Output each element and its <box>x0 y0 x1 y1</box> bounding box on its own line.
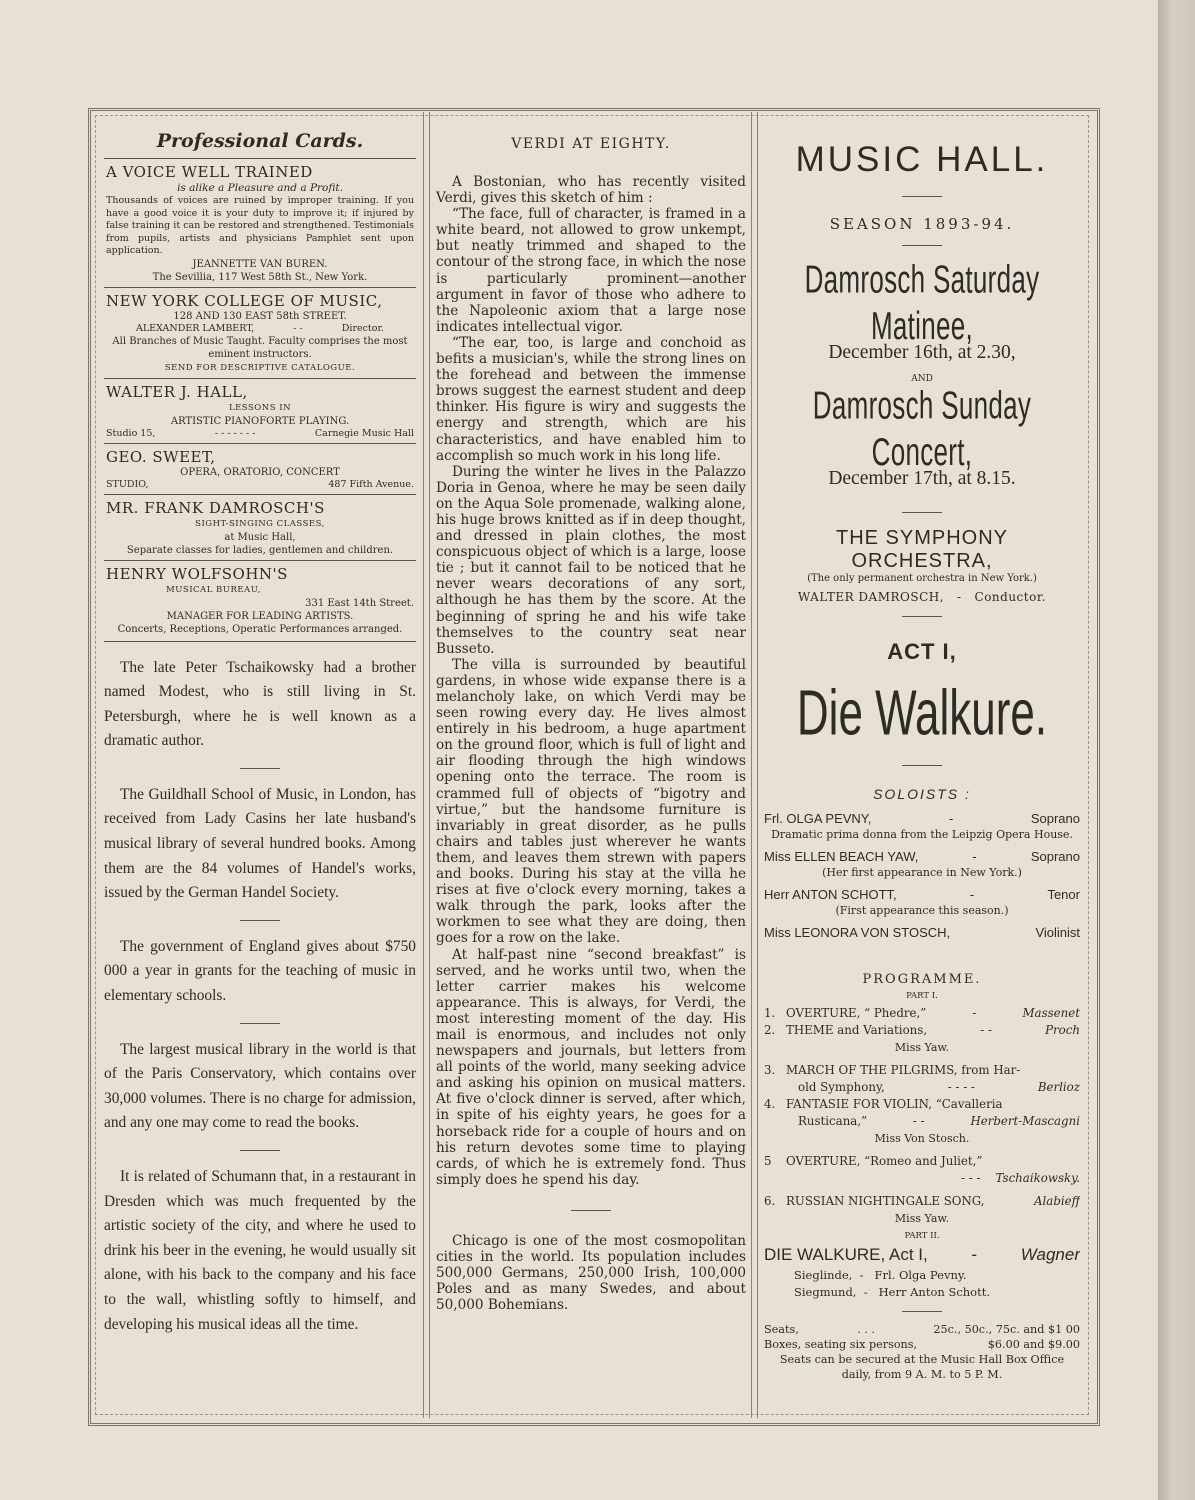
card-title: WALTER J. HALL, <box>106 382 248 401</box>
soloist-name: Miss ELLEN BEACH YAW, <box>764 849 919 864</box>
seats-label: Seats, <box>764 1323 799 1336</box>
card-bureau: MUSICAL BUREAU, <box>166 584 261 595</box>
card-voice <box>104 158 416 287</box>
right-column <box>764 118 1080 1408</box>
binding-edge <box>1158 0 1195 1500</box>
card-damrosch <box>104 494 416 560</box>
cast-singer: Frl. Olga Pevny. <box>874 1268 967 1282</box>
news-items <box>104 656 416 1338</box>
soloist-voice: Soprano <box>1030 849 1080 864</box>
article-paragraph: During the winter he lives in the Palazzo Doria in Genoa, where he may be seen daily on the Aqua Sole promenade, walking alone, his huge brows knitted as if in deep thought, and dressed in plain clothes, the most conspicuous object of which is a large, loose tie ; but it cannot fail to be noticed that he never wears decorations of any sort, although he has them by the score. At the beginning of spring he and his wife take themselves to the country seat near Busseto. <box>436 463 746 657</box>
soloist-note: (Her first appearance in New York.) <box>822 866 1022 879</box>
soloist-note: (First appearance this season.) <box>835 904 1009 917</box>
card-where: at Music Hall, <box>224 531 296 543</box>
item-performer: Miss Yaw. <box>894 1212 950 1225</box>
article-paragraph: At half-past nine “second breakfast” is served, and he works until two, when the letter carrier makes his welcome appearance. This is always, for Verdi, the most interesting moment of the day. His mail is enormous, and includes not only newspapers and journals, but letters from all points of the world, many seeking advice and asking his opinion on musical matters. At five o'clock dinner is served, after which, in spite of his eighty years, he goes for a horseback ride for a couple of hours and on his return devotes some time to playing cards, of which he is extremely fond. Thus simply does he spend his day. <box>436 946 746 1188</box>
item-number: 6. <box>764 1194 776 1208</box>
item-title: FANTASIE FOR VIOLIN, “Cavalleria <box>786 1097 1003 1111</box>
program-item-cont: old Symphony, - - - - Berlioz <box>798 1080 1080 1094</box>
orchestra-note: (The only permanent orchestra in New York.) <box>807 573 1037 584</box>
cast-row: Siegmund, - Herr Anton Schott. <box>794 1285 990 1299</box>
card-body: Concerts, Receptions, Operatic Performances arranged. <box>117 623 403 635</box>
conductor: WALTER DAMROSCH, - Conductor. <box>797 590 1047 604</box>
program-item: 1. OVERTURE, “ Phedre,” - Massenet <box>764 1006 1080 1020</box>
divider <box>902 245 942 246</box>
card-title: A VOICE WELL TRAINED <box>106 163 313 181</box>
program-item-cont: Rusticana,” - - Herbert-Mascagni <box>798 1114 1080 1128</box>
season: SEASON 1893-94. <box>829 215 1015 233</box>
news-paragraph: The late Peter Tschaikowsky had a brother named Modest, who is still living in St. Petersburgh, where he is well known as a dramatic author. <box>104 658 416 750</box>
part-two-label: PART II. <box>904 1231 940 1241</box>
soloist-voice: Soprano <box>1030 811 1080 826</box>
director-role: Director. <box>341 322 384 334</box>
divider <box>902 616 942 617</box>
venue-title: MUSIC HALL. <box>795 140 1049 179</box>
divider <box>902 765 942 766</box>
soloist-row <box>764 924 1080 942</box>
column-rule <box>423 112 430 1418</box>
item-title: MARCH OF THE PILGRIMS, from Har- <box>786 1063 1021 1077</box>
card-address: The Sevillia, 117 West 58th St., New York. <box>152 271 368 283</box>
item-number: 1. <box>764 1006 776 1020</box>
part-one-label: PART I. <box>906 991 938 1001</box>
item-performer: Miss Yaw. <box>894 1041 950 1054</box>
card-sweet <box>104 443 416 494</box>
card-lessons: LESSONS IN <box>228 402 292 413</box>
cast-role: Siegmund, <box>794 1285 857 1299</box>
card-body: All Branches of Music Taught. Faculty comprises the most eminent instructors. <box>112 335 408 360</box>
card-name: JEANNETTE VAN BUREN. <box>192 258 328 270</box>
director-name: ALEXANDER LAMBERT, <box>136 322 255 334</box>
ticket-info: Seats, . . . 25c., 50c., 75c. and $1 00 Boxes, seating six persons, $6.00 and $9.00 Seats can be secured at the Music Hall Box Office daily, from 9 A. M. to 5 P. M. <box>764 1323 1080 1381</box>
article-title: VERDI AT EIGHTY. <box>511 136 671 152</box>
soloists-heading: SOLOISTS : <box>873 786 971 802</box>
studio-label: STUDIO, <box>106 478 149 490</box>
studio-address: 487 Fifth Avenue. <box>328 478 414 490</box>
item-composer: Massenet <box>1022 1006 1080 1020</box>
box-office: Seats can be secured at the Music Hall Box Office daily, from 9 A. M. to 5 P. M. <box>779 1353 1065 1381</box>
card-title: GEO. SWEET, <box>106 447 216 466</box>
divider <box>902 196 942 197</box>
studio-label: Studio 15, <box>106 427 156 439</box>
card-studio <box>106 479 414 491</box>
soloist-name: Miss LEONORA VON STOSCH, <box>764 925 951 940</box>
item-title: THEME and Variations, <box>786 1023 928 1037</box>
item-composer: Tschaikowsky. <box>995 1171 1080 1185</box>
walkure-line: DIE WALKURE, Act I, - Wagner <box>764 1245 1080 1264</box>
matinee-title: Damrosch Saturday Matinee, <box>804 256 1040 348</box>
item-number: 4. <box>764 1097 776 1111</box>
item-composer: Herbert-Mascagni <box>970 1114 1080 1128</box>
middle-column <box>436 118 746 1408</box>
card-title: HENRY WOLFSOHN'S <box>106 564 288 583</box>
concert-date: December 17th, at 8.15. <box>828 468 1016 489</box>
programme-heading: PROGRAMME. <box>862 972 982 987</box>
card-manager: MANAGER FOR LEADING ARTISTS. <box>166 610 354 622</box>
cast-singer: Herr Anton Schott. <box>878 1285 990 1299</box>
item-composer: Berlioz <box>1037 1080 1080 1094</box>
card-hall <box>104 378 416 443</box>
program-item <box>764 1193 1080 1210</box>
item-title: OVERTURE, “ Phedre,” <box>786 1006 927 1020</box>
and-separator: AND <box>911 374 933 384</box>
soloist-voice: Tenor <box>1047 887 1080 902</box>
news-paragraph: The government of England gives about $750 000 a year in grants for the teaching of music in elementary schools. <box>104 937 416 1005</box>
card-wolfsohn <box>104 560 416 642</box>
cast-row: Sieglinde, - Frl. Olga Pevny. <box>794 1268 967 1282</box>
soloist-voice: Violinist <box>1035 925 1080 940</box>
article-paragraph: “The ear, too, is large and conchoid as befits a musician's, while the strong lines on the forehead and between the immense brows suggest the earnest student and deep thinker. His figure is wiry and suggests the energy and strength, which are his characteristics, and have enabled him to accomplish so much work in his long life. <box>436 334 746 464</box>
divider <box>240 1150 280 1151</box>
card-address: 128 AND 130 EAST 58th STREET. <box>173 310 347 322</box>
item-number: 3. <box>764 1063 776 1077</box>
opera-title: Die Walkure. <box>796 677 1048 749</box>
card-address: 331 East 14th Street. <box>305 597 414 609</box>
divider <box>902 512 942 513</box>
cast-role: Sieglinde, <box>794 1268 853 1282</box>
card-subject: ARTISTIC PIANOFORTE PLAYING. <box>170 415 350 427</box>
soloist-note: Dramatic prima donna from the Leipzig Opera House. <box>771 828 1073 841</box>
conductor-role: Conductor. <box>974 590 1047 604</box>
card-college <box>104 287 416 378</box>
program-item <box>764 1062 1080 1079</box>
program-item-cont: - - - Tschaikowsky. <box>961 1171 1080 1185</box>
card-body: Separate classes for ladies, gentlemen and children. <box>126 544 394 556</box>
item-title: OVERTURE, “Romeo and Juliet,” <box>786 1154 983 1168</box>
divider <box>240 920 280 921</box>
item-title-cont: Rusticana,” <box>798 1114 868 1128</box>
left-column <box>104 118 416 1408</box>
card-title: NEW YORK COLLEGE OF MUSIC, <box>106 291 383 310</box>
news-paragraph: It is related of Schumann that, in a restaurant in Dresden which was much frequented by the artistic society of the city, and where he used to drink his beer in the evening, he would usually sit alone, with his back to the company and his face to the wall, whistling softly to himself, and developing his musical ideas all the time. <box>104 1168 416 1333</box>
divider <box>571 1210 611 1211</box>
soloist-name: Herr ANTON SCHOTT, <box>764 887 897 902</box>
act-title: ACT I, <box>887 639 957 664</box>
soloist-name: Frl. OLGA PEVNY, <box>764 811 872 826</box>
seats-prices: 25c., 50c., 75c. and $1 00 <box>933 1323 1080 1336</box>
boxes-prices: $6.00 and $9.00 <box>987 1338 1080 1351</box>
professional-cards-heading: Professional Cards. <box>156 130 364 152</box>
card-director: ALEXANDER LAMBERT, - - Director. <box>136 322 384 334</box>
card-classes: SIGHT-SINGING CLASSES, <box>195 518 325 529</box>
studio-place: Carnegie Music Hall <box>314 427 414 439</box>
concert-title: Damrosch Sunday Concert, <box>812 382 1032 474</box>
item-performer: Miss Von Stosch. <box>874 1132 970 1145</box>
matinee-date: December 16th, at 2.30, <box>828 342 1016 363</box>
column-rule <box>751 112 758 1418</box>
card-catalogue: SEND FOR DESCRIPTIVE CATALOGUE. <box>164 362 356 373</box>
divider <box>240 1023 280 1024</box>
divider <box>902 1311 942 1312</box>
news-paragraph: The Guildhall School of Music, in London, has received from Lady Casins her late husband's musical library of several hundred books. Among them are the 84 volumes of Handel's works, issued by the German Handel Society. <box>104 785 416 902</box>
soloist-row: Miss ELLEN BEACH YAW, - Soprano <box>764 849 1080 864</box>
item-number: 5 <box>764 1154 772 1168</box>
card-studio: Studio 15, - - - - - - - Carnegie Music Hall <box>106 427 414 439</box>
item-title: RUSSIAN NIGHTINGALE SONG, <box>786 1194 985 1208</box>
soloist-row: Frl. OLGA PEVNY, - Soprano <box>764 811 1080 826</box>
boxes-label: Boxes, seating six persons, <box>764 1338 918 1351</box>
article-paragraph: A Bostonian, who has recently visited Verdi, gives this sketch of him : <box>436 174 746 207</box>
program-item: 2. THEME and Variations, - - Proch <box>764 1023 1080 1037</box>
orchestra: THE SYMPHONY ORCHESTRA, <box>835 527 1009 572</box>
walkure-title: DIE WALKURE, Act I, <box>764 1245 928 1264</box>
article-paragraph: “The face, full of character, is framed in a white beard, not allowed to grow unkempt, but neatly trimmed and shaped to the contour of the strong face, in which the nose is particularly prominent—another argument in favor of those who adhere to the Napoleonic axiom that a large nose indicates intellectual vigor. <box>436 206 746 335</box>
walkure-composer: Wagner <box>1020 1245 1080 1264</box>
article-paragraph: The villa is surrounded by beautiful gardens, in whose wide expanse there is a melancholy lake, on which Verdi may be seen rowing every day. He lives almost entirely in his bedroom, a huge apartment on the ground floor, which is full of light and air flooding through the high windows opening onto the terrace. The room is crammed full of objects of “bigotry and virtue,” but the handsome furniture is invariably in great disorder, as he pulls chairs and tables just wherever he wants them, and leaves them strewn with papers and books. During his stay at the villa he rises at five o'clock every morning, takes a walk through the park, looks after the workmen to see what they are doing, then goes for a row on the lake. <box>436 656 746 947</box>
program-item <box>764 1096 1080 1113</box>
program-item <box>764 1153 1080 1170</box>
item-composer: Proch <box>1045 1023 1080 1037</box>
card-body: Thousands of voices are ruined by improper training. If you have a good voice it is your duty to improve it; if injured by false training it can be restored and strengthened. Testimonials from pupils, artists and physicians Pamphlet sent upon application. <box>106 195 414 256</box>
card-title: MR. FRANK DAMROSCH'S <box>106 498 325 517</box>
soloist-row: Herr ANTON SCHOTT, - Tenor <box>764 887 1080 902</box>
item-composer: Alabieff <box>1034 1194 1080 1208</box>
divider <box>240 768 280 769</box>
chicago-paragraph: Chicago is one of the most cosmopolitan cities in the world. Its population includes 500,000 Germans, 250,000 Irish, 100,000 Poles and as many Swedes, and about 50,000 Bohemians. <box>436 1232 746 1314</box>
card-tagline: is alike a Pleasure and a Profit. <box>177 182 343 194</box>
item-number: 2. <box>764 1023 776 1037</box>
conductor-name: WALTER DAMROSCH, <box>797 590 945 604</box>
news-paragraph: The largest musical library in the world is that of the Paris Conservatory, which contains over 30,000 volumes. There is no charge for admission, and any one may come to read the books. <box>104 1040 416 1132</box>
item-title-cont: old Symphony, <box>798 1080 885 1094</box>
card-subject: OPERA, ORATORIO, CONCERT <box>180 466 340 478</box>
